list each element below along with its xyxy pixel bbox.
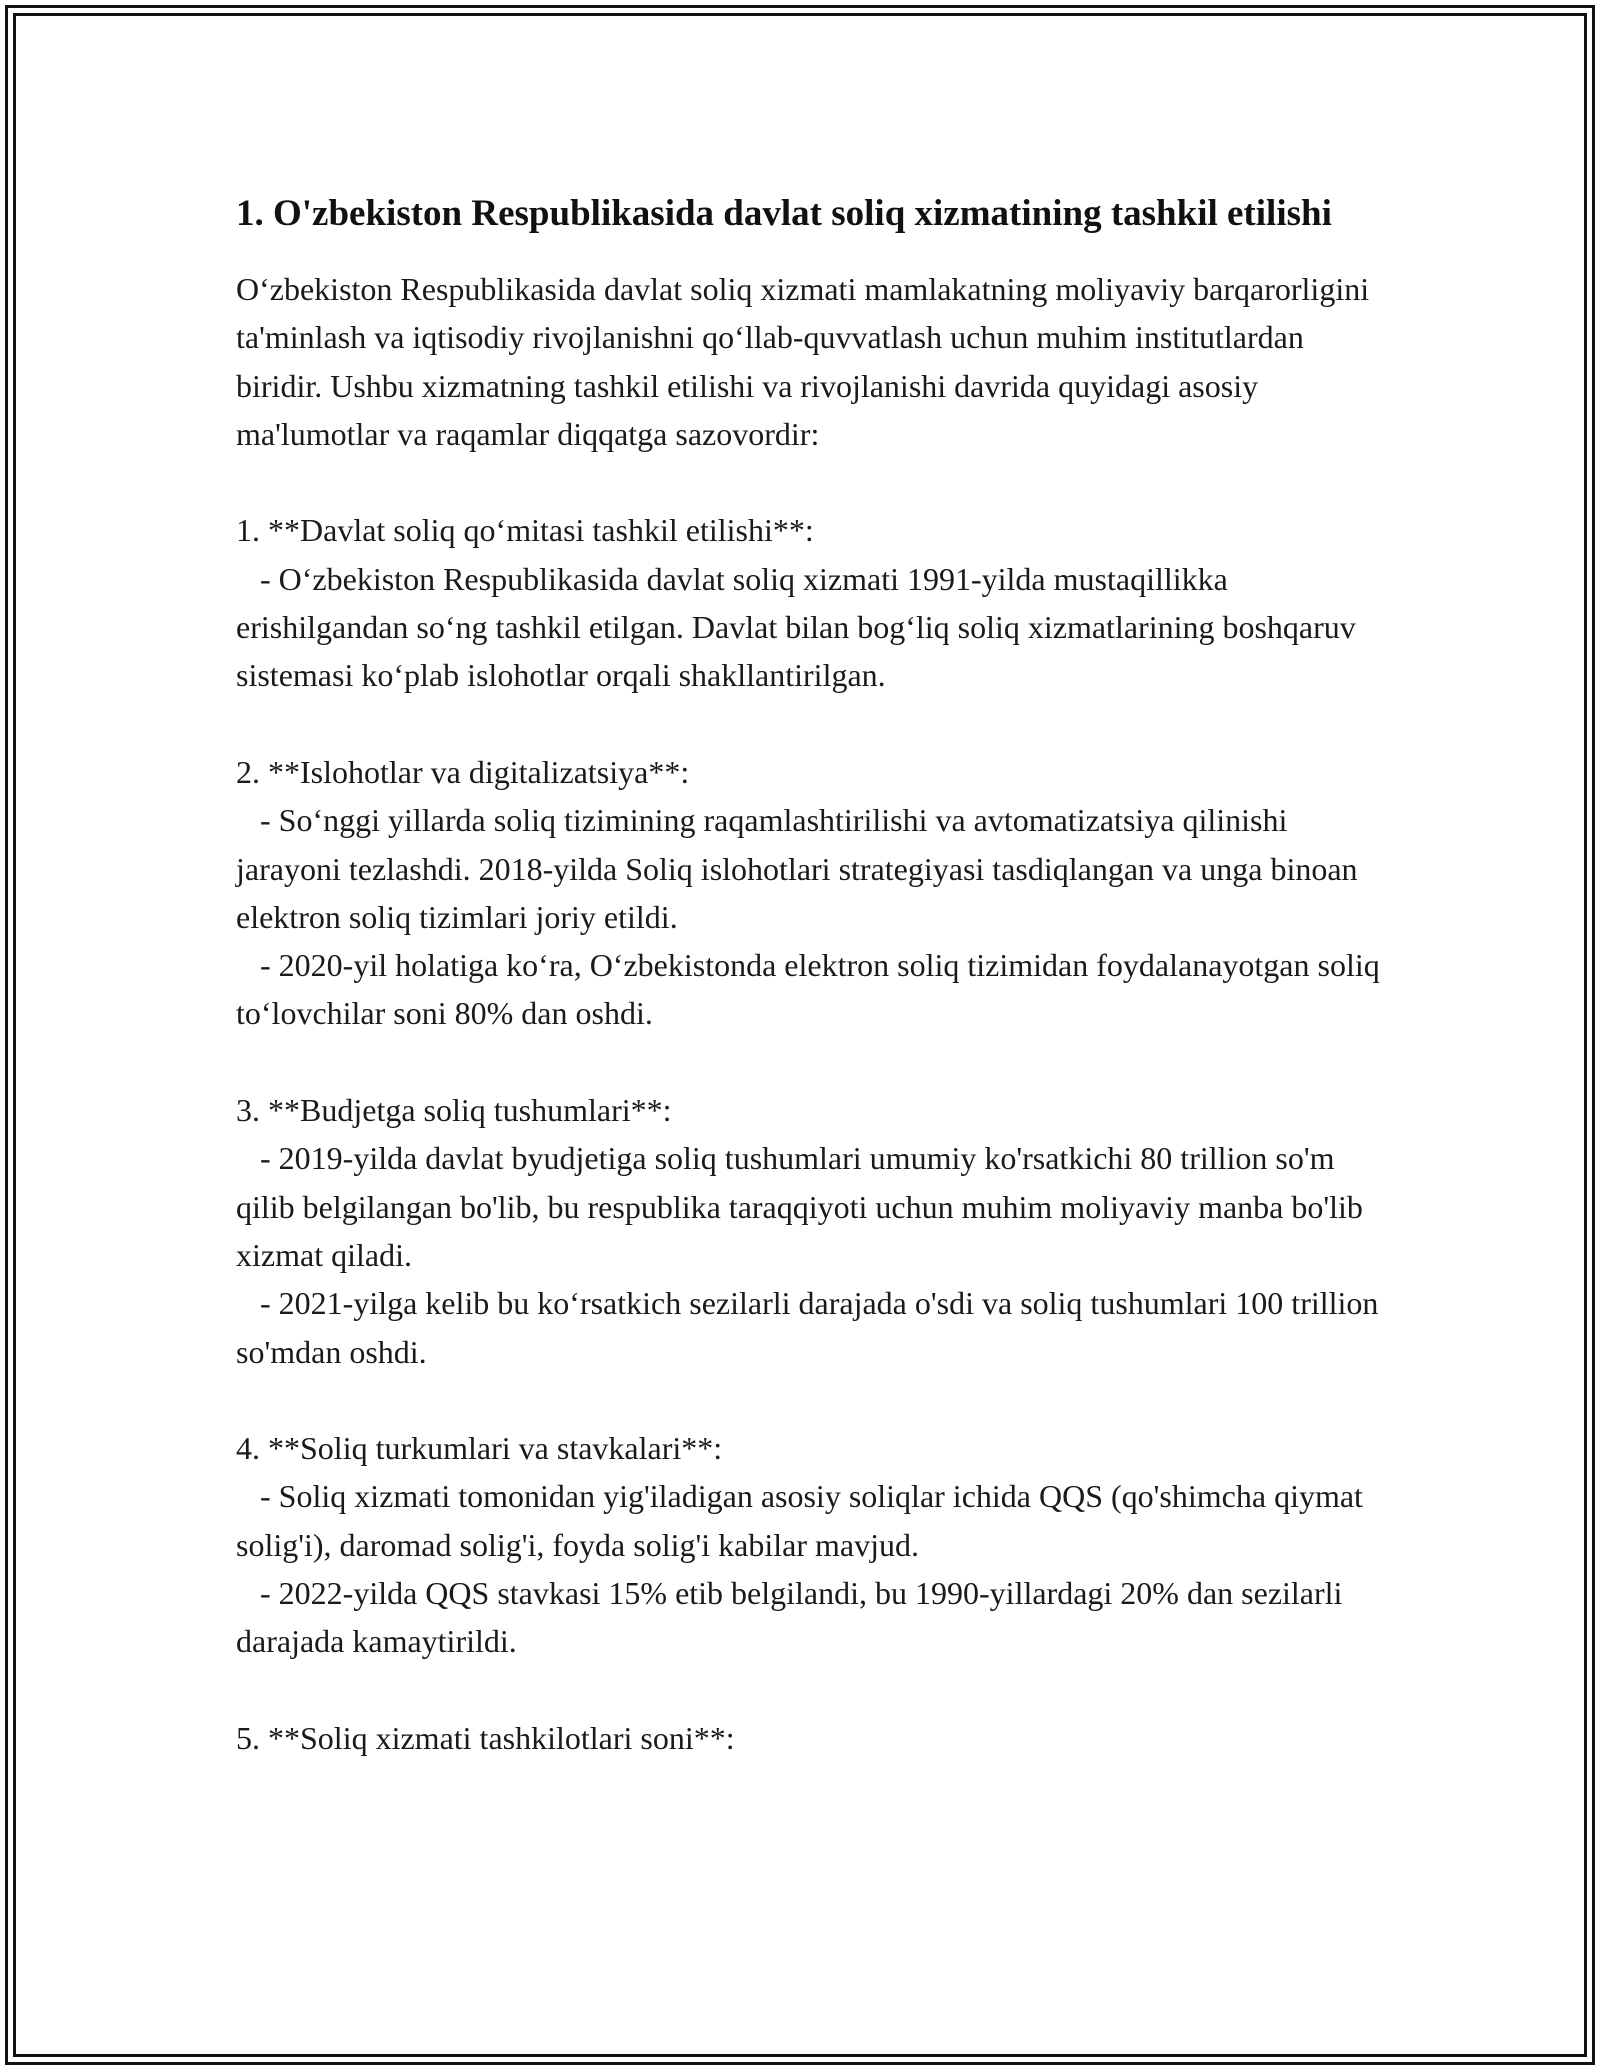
document-body: O‘zbekiston Respublikasida davlat soliq xizmati mamlakatning moliyaviy barqarorligini ta'minlash va iqtisodiy rivojlanishni qo‘llab-quvvatlash uchun muhim institutlardan biridir. Ushbu xizmatning tashkil etilishi va rivojlanishi davrida quyidagi asosiy ma'lumotlar va raqamlar diqqatga sazovordir: 1. **Davlat soliq qo‘mitasi tashkil etilishi**: - O‘zbekiston Respublikasida davlat soliq xizmati 1991-yilda mustaqillikka erishilgandan so‘ng tashkil etilgan. Davlat bilan bog‘liq soliq xizmatlarining boshqaruv sistemasi ko‘plab islohotlar orqali shakllantirilgan. 2. **Islohotlar va digitalizatsiya**: - So‘nggi yillarda soliq tizimining raqamlashtirilishi va avtomatizatsiya qilinishi jarayoni tezlashdi. 2018-yilda Soliq islohotlari strategiyasi tasdiqlangan va unga binoan elektron soliq tizimlari joriy etildi. - 2020-yil holatiga ko‘ra, O‘zbekistonda elektron soliq tizimidan foydalanayotgan soliq to‘lovchilar soni 80% dan oshdi. 3. **Budjetga soliq tushumlari**: - 2019-yilda davlat byudjetiga soliq tushumlari umumiy ko'rsatkichi 80 trillion so'm qilib belgilangan bo'lib, bu respublika taraqqiyoti uchun muhim moliyaviy manba bo'lib xizmat qiladi. - 2021-yilga kelib bu ko‘rsatkich sezilarli darajada o'sdi va soliq tushumlari 100 trillion so'mdan oshdi. 4. **Soliq turkumlari va stavkalari**: - Soliq xizmati tomonidan yig'iladigan asosiy soliqlar ichida QQS (qo'shimcha qiymat solig'i), daromad solig'i, foyda solig'i kabilar mavjud. - 2022-yilda QQS stavkasi 15% etib belgilandi, bu 1990-yillardagi 20% dan sezilarli darajada kamaytirildi. 5. **Soliq xizmati tashkilotlari soni**: — [236, 271, 1380, 1756]
document-title: 1. O'zbekiston Respublikasida davlat soliq xizmatining tashkil etilishi — [236, 193, 1332, 234]
document-content — [236, 186, 1386, 1762]
